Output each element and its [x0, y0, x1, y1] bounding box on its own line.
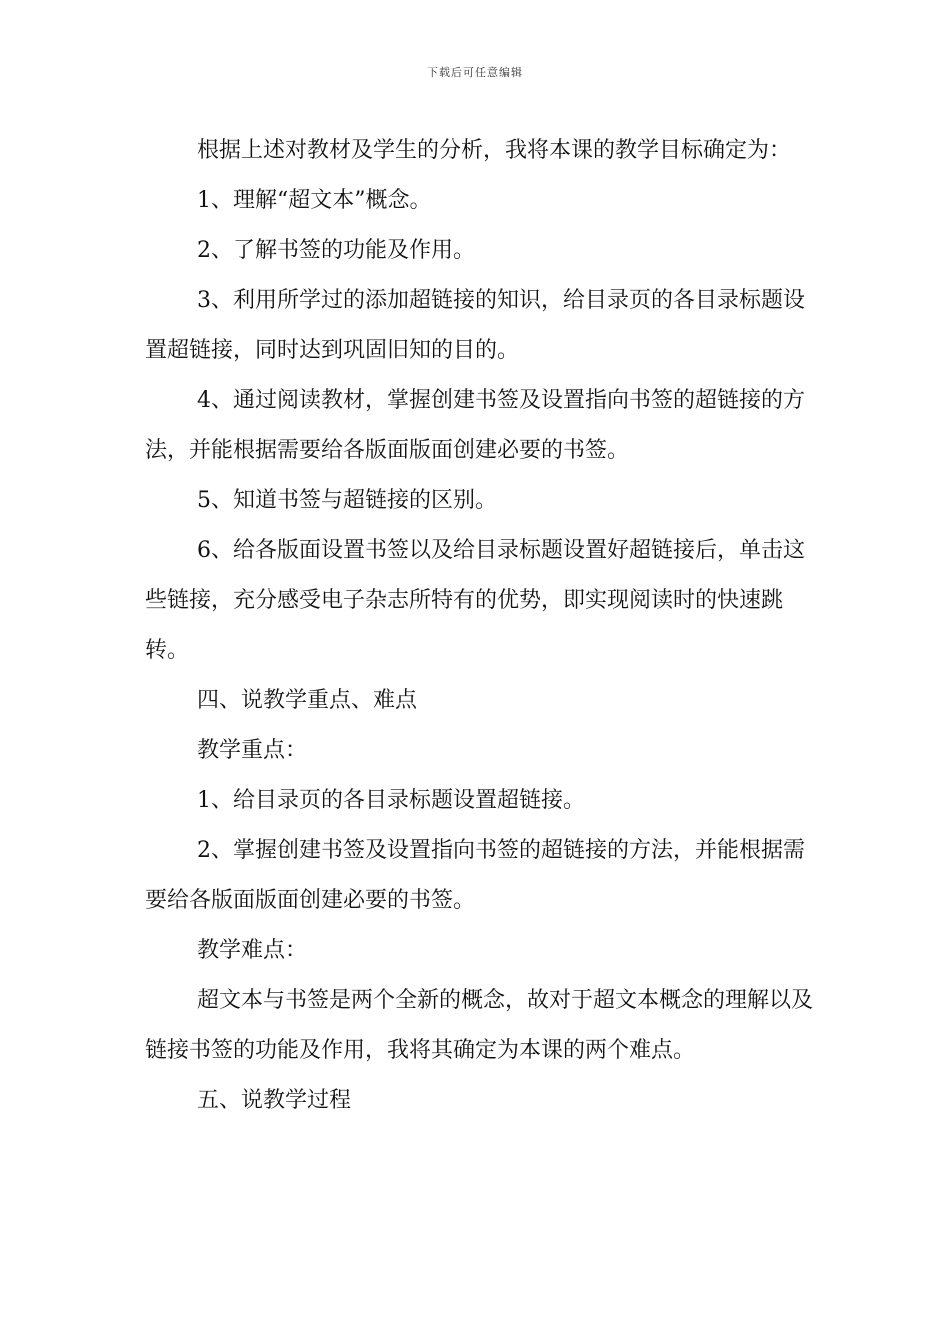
paragraph-objective-5: 5、知道书签与超链接的区别。: [197, 488, 497, 513]
paragraph-objective-1: 1、理解“超文本”概念。: [197, 188, 432, 213]
paragraph-objective-2: 2、了解书签的功能及作用。: [197, 238, 475, 263]
paragraph-difficulties: 超文本与书签是两个全新的概念，故对于超文本概念的理解以及链接书签的功能及作用，我将其确定为本课的两个难点。: [145, 988, 814, 1063]
paragraph-key-point-2: 2、掌握创建书签及设置指向书签的超链接的方法，并能根据需要给各版面版面创建必要的书签。: [145, 838, 805, 913]
page-header: 下载后可任意编辑: [427, 66, 523, 79]
paragraph-objective-4: 4、通过阅读教材，掌握创建书签及设置指向书签的超链接的方法，并能根据需要给各版面版面创建必要的书签。: [145, 388, 805, 463]
subheading-difficulties: 教学难点：: [197, 938, 308, 963]
document-body: [145, 126, 815, 1126]
section-heading-process: 五、说教学过程: [197, 1088, 352, 1113]
paragraph-objectives-intro: 根据上述对教材及学生的分析，我将本课的教学目标确定为：: [197, 138, 792, 163]
paragraph-objective-3: 3、利用所学过的添加超链接的知识，给目录页的各目录标题设置超链接，同时达到巩固旧知的目的。: [145, 288, 805, 363]
section-heading-key-points: 四、说教学重点、难点: [197, 688, 418, 713]
subheading-key-points: 教学重点：: [197, 738, 308, 763]
paragraph-objective-6: 6、给各版面设置书签以及给目录标题设置好超链接后，单击这些链接，充分感受电子杂志所特有的优势，即实现阅读时的快速跳转。: [145, 538, 805, 663]
paragraph-key-point-1: 1、给目录页的各目录标题设置超链接。: [197, 788, 585, 813]
